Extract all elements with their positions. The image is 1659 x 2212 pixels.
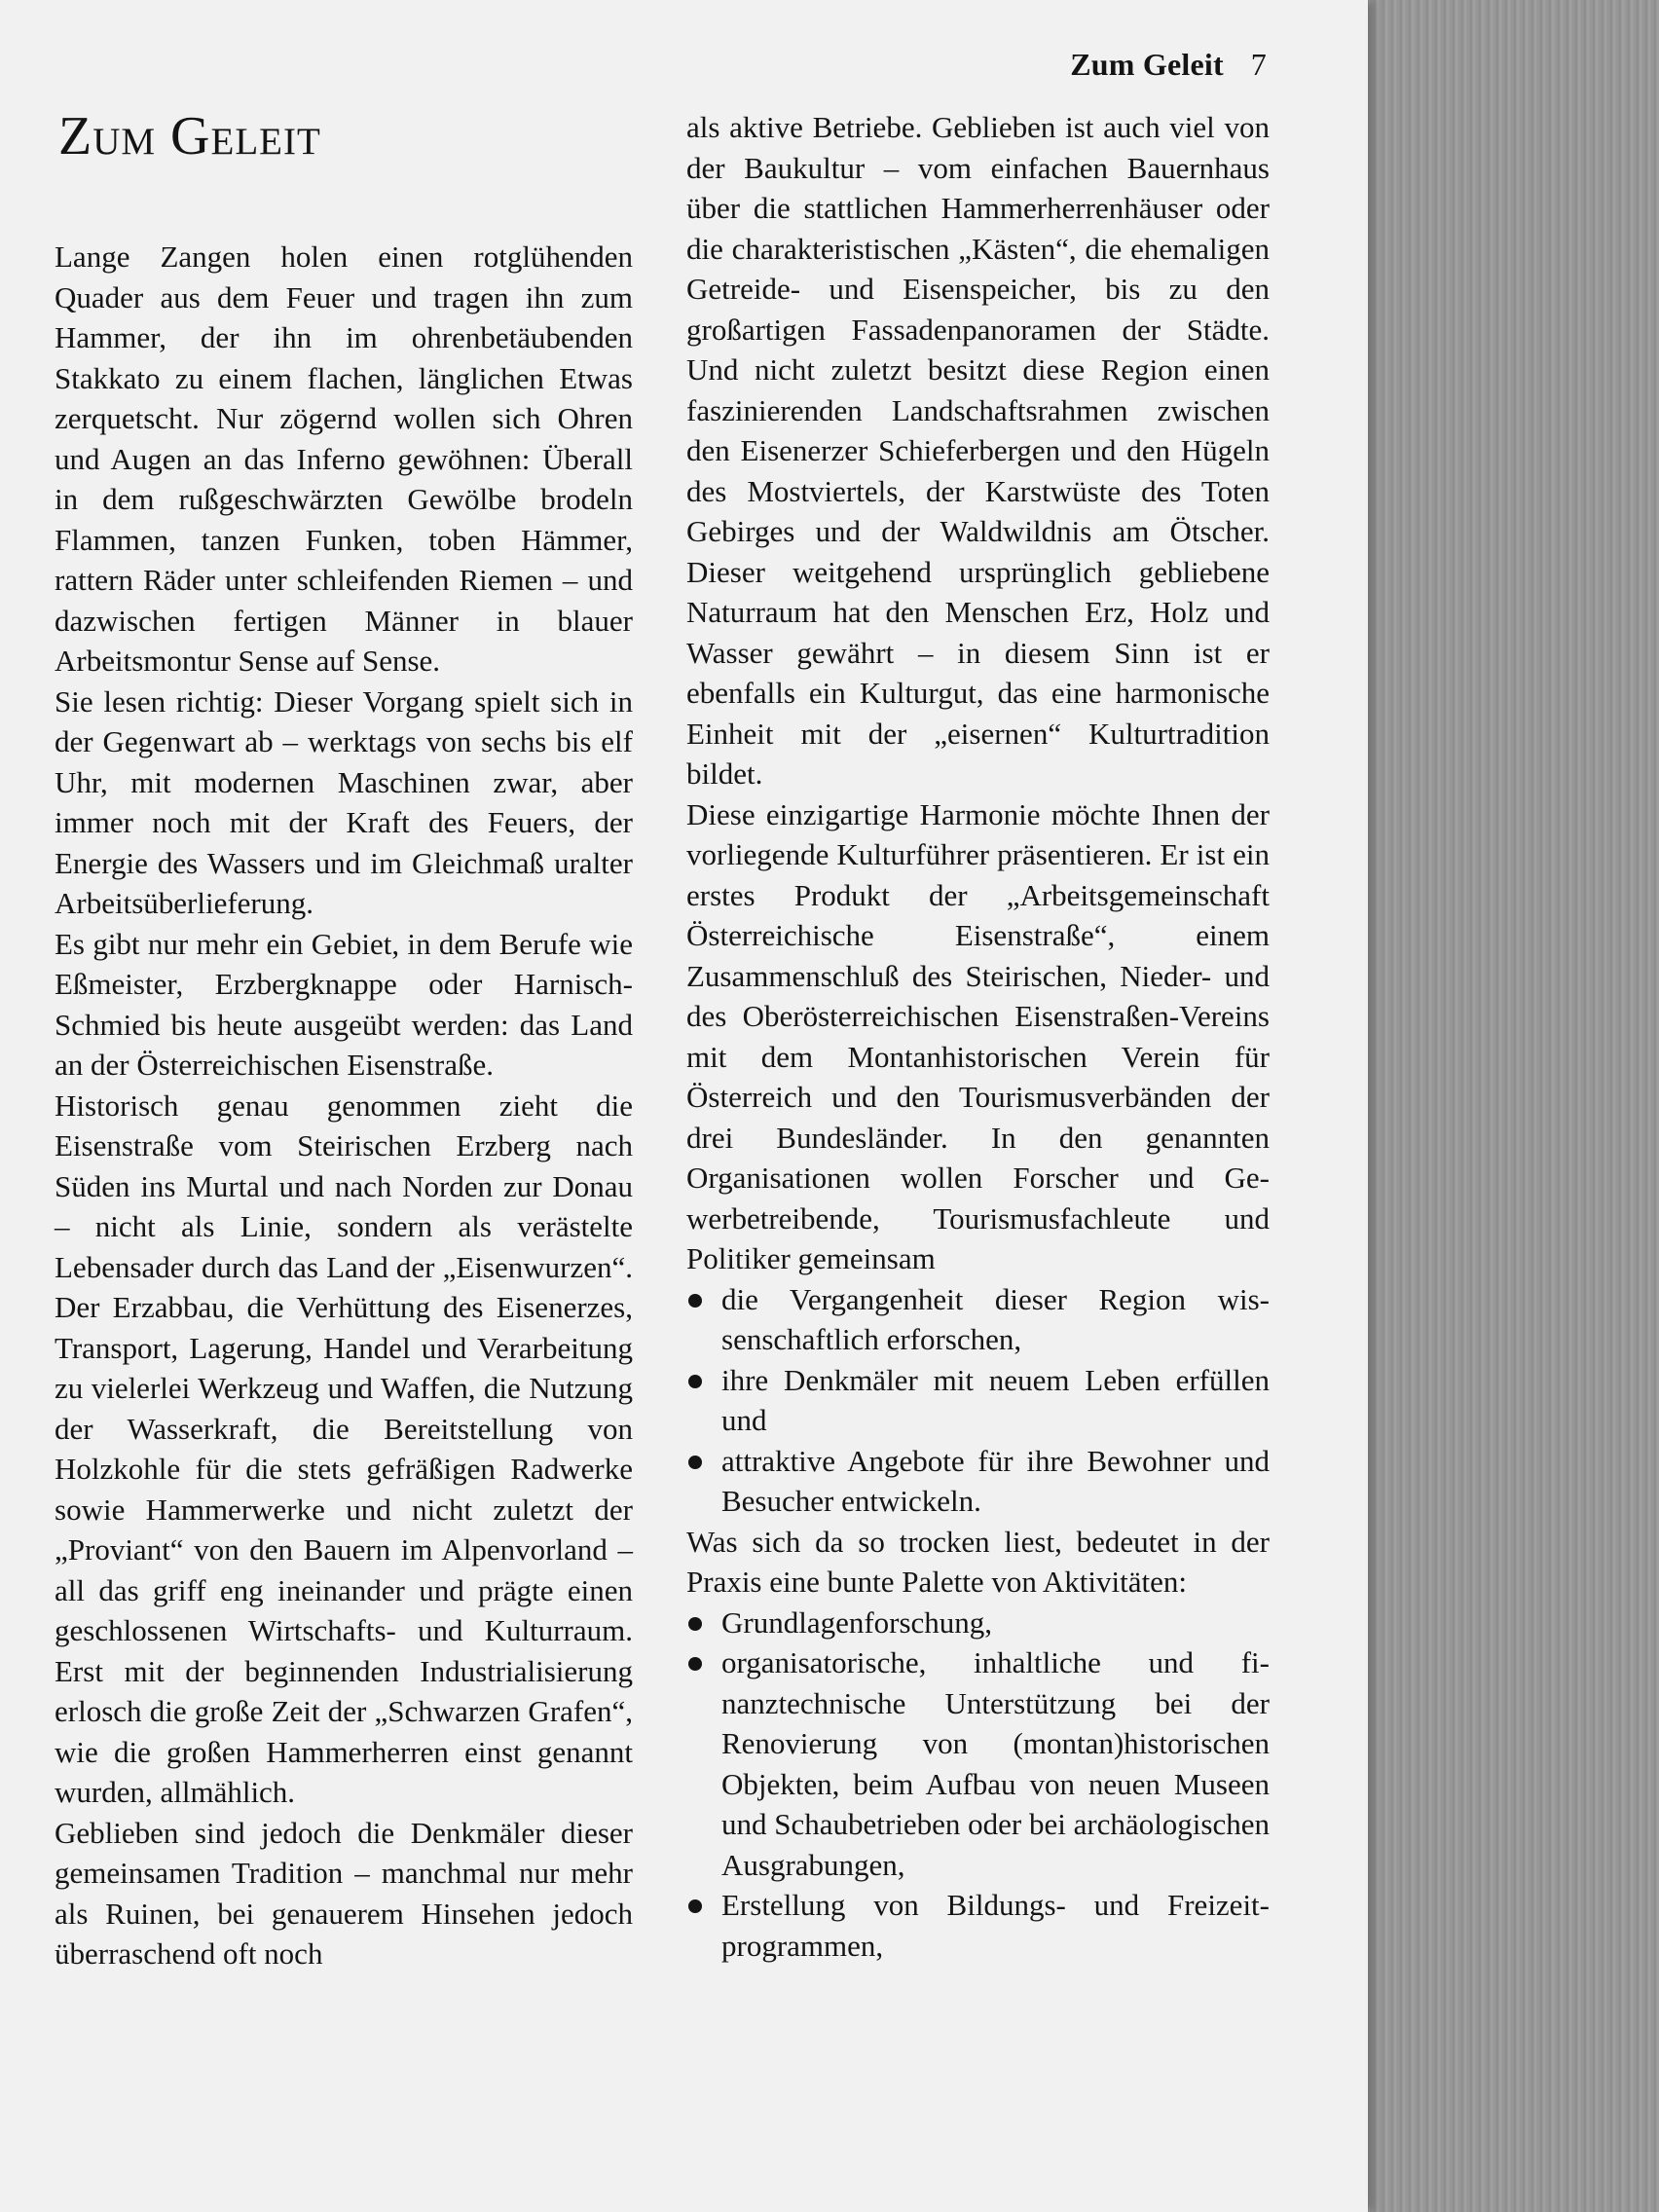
list-item-text: die Vergangenheit dieser Region wissenschaftlich erforschen,	[721, 1281, 1270, 1356]
paragraph: Es gibt nur mehr ein Gebiet, in dem Berufe wie Eßmeister, Erzbergknappe oder Harnisch-Schmied bis heute ausgeübt werden: das Land an der Österreichischen Eisenstraße.	[55, 926, 633, 1082]
bullet-icon	[688, 1899, 702, 1913]
page-number: 7	[1250, 47, 1267, 82]
paragraph: Lange Zangen holen einen rotglühenden Quader aus dem Feuer und tragen ihn zum Hammer, der ihn im ohrenbetäubenden Stakkato zu einem flachen, länglichen Etwas zerquetscht. Nur zögernd wollen sich Ohren und Augen an das Inferno gewöhnen: Überall in dem rußgeschwärzten Gewölbe brodeln Flammen, tanzen Funken, toben Hämmer, rattern Räder unter schleifenden Riemen – und dazwischen fertigen Männer in blauer Arbeitsmontur Sense auf Sense.	[55, 240, 633, 678]
bullet-list	[686, 1279, 1270, 1522]
bullet-list	[686, 1603, 1270, 1967]
running-header-title: Zum Geleit	[1070, 47, 1224, 82]
list-item-text: Erstellung von Bildungs- und Freizeitprogrammen,	[721, 1888, 1270, 1963]
list-item	[686, 1360, 1270, 1441]
bullet-icon	[688, 1456, 702, 1469]
running-header	[1070, 47, 1267, 83]
paragraph: Sie lesen richtig: Dieser Vorgang spielt sich in der Gegenwart ab – werktags von sechs bis elf Uhr, mit modernen Maschinen zwar, aber immer noch mit der Kraft des Feuers, der Energie des Wassers und im Gleichmaß uralter Arbeitsüberlieferung.	[55, 683, 633, 920]
chapter-title: Zum Geleit	[58, 106, 321, 166]
left-text-column	[55, 237, 633, 1974]
list-item	[686, 1642, 1270, 1885]
list-item-text: attraktive Angebote für ihre Bewohner und Besucher entwickeln.	[721, 1443, 1270, 1518]
list-item-text: ihre Denkmäler mit neuem Leben erfüllen und	[721, 1362, 1270, 1437]
bullet-icon	[688, 1375, 702, 1388]
right-text-column	[686, 107, 1270, 1966]
bullet-icon	[688, 1617, 702, 1631]
bullet-icon	[688, 1657, 702, 1671]
paragraph: Diese einzigartige Harmonie möchte Ihnen der vorliegende Kulturführer präsentieren. Er ist ein erstes Produkt der „Arbeitsgemeinschaft Österreichische Eisenstraße“, einem Zusammenschluß des Steirischen, Nieder- und des Oberösterreichischen Eisenstraßen-Vereins mit dem Montanhistorischen Verein für Österreich und den Tourismusverbänden der drei Bundesländer. In den genannten Organisationen wollen Forscher und Gewerbetreibende, Tourismusfachleute und Politiker gemeinsam	[686, 796, 1270, 1275]
list-item	[686, 1279, 1270, 1360]
paragraph: als aktive Betriebe. Geblieben ist auch viel von der Baukultur – vom einfachen Bauernhaus über die stattlichen Hammerherrenhäuser oder die charakteristischen „Kästen“, die ehemaligen Getreide- und Eisenspeicher, bis zu den großartigen Fassadenpanoramen der Städte. Und nicht zuletzt besitzt diese Region einen faszinierenden Landschaftsrahmen zwischen den Eisenerzer Schieferbergen und den Hügeln des Mostviertels, der Karstwüste des Toten Gebirges und der Waldwildnis am Ötscher. Dieser weitgehend ursprünglich gebliebene Naturraum hat den Menschen Erz, Holz und Wasser gewährt – in diesem Sinn ist er ebenfalls ein Kulturgut, das eine harmonische Einheit mit der „eisernen“ Kulturtradition bildet.	[686, 110, 1270, 791]
paragraph: Geblieben sind jedoch die Denkmäler dieser gemeinsamen Tradition – manchmal nur mehr als Ruinen, bei genauerem Hinsehen jedoch überraschend oft noch	[55, 1815, 633, 1971]
list-item-text: Grundlagenforschung,	[721, 1604, 993, 1640]
list-item	[686, 1885, 1270, 1966]
paragraph: Was sich da so trocken liest, bedeutet in der Praxis eine bunte Palette von Aktivitäten:	[686, 1524, 1270, 1599]
list-item-text: organisatorische, inhaltliche und finanztechnische Unterstützung bei der Renovierung von (montan)historischen Objekten, beim Aufbau von neuen Museen und Schaubetrieben oder bei archäologischen Ausgrabungen,	[721, 1645, 1270, 1882]
bullet-icon	[688, 1294, 702, 1308]
paragraph: Historisch genau genommen zieht die Eisenstraße vom Steirischen Erzberg nach Süden ins Murtal und nach Norden zur Donau – nicht als Linie, sondern als verästelte Lebensader durch das Land der „Eisenwurzen“. Der Erzabbau, die Verhüttung des Eisenerzes, Transport, Lagerung, Handel und Verarbeitung zu vielerlei Werkzeug und Waffen, die Nutzung der Wasserkraft, die Bereitstellung von Holzkohle für die stets gefräßigen Radwerke sowie Hammerwerke und nicht zuletzt der „Proviant“ von den Bauern im Alpenvorland – all das griff eng ineinander und prägte einen geschlossenen Wirtschafts- und Kulturraum. Erst mit der beginnenden Industrialisierung erlosch die große Zeit der „Schwarzen Grafen“, wie die großen Hammerherren einst genannt wurden, allmählich.	[55, 1088, 633, 1809]
list-item	[686, 1603, 1270, 1643]
background-surface	[1363, 0, 1659, 2212]
list-item	[686, 1441, 1270, 1522]
